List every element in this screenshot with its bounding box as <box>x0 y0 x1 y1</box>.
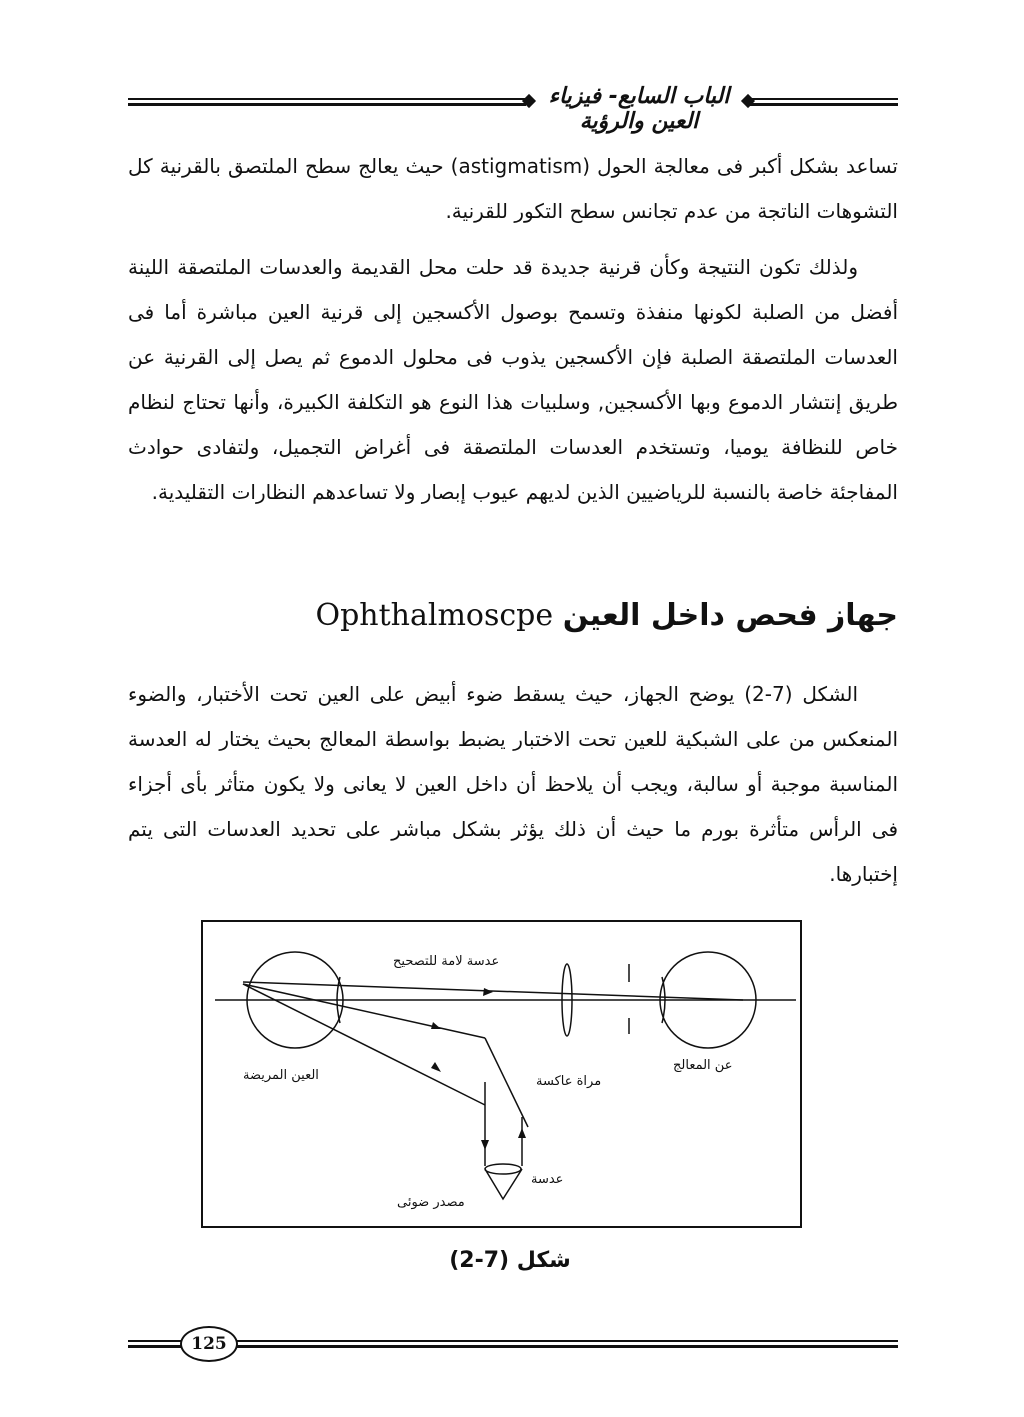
ophthalmoscope-diagram <box>201 920 802 1228</box>
header-rule <box>128 98 526 100</box>
section-title-arabic: جهاز فحص داخل العين <box>562 598 898 633</box>
arrow-head <box>431 1062 441 1072</box>
paragraph-1: تساعد بشكل أكبر فى معالجة الحول (astigmatism) حيث يعالج سطح الملتصق بالقرنية كل التشوهات الناتجة من عدم تجانس سطح التكور للقرنية. <box>128 154 898 223</box>
label-correction-lens: عدسة لامة للتصحيح <box>393 954 500 969</box>
arrow-head <box>481 1140 489 1150</box>
section-heading <box>128 598 898 633</box>
paragraph-3: الشكل (7-2) يوضح الجهاز، حيث يسقط ضوء أبيض على العين تحت الأختبار، والضوء المنعكس من على الشبكية للعين تحت الاختبار يضبط بواسطة المعالج بحيث يختار له العدسة المناسبة موجبة أو سالبة، ويجب أن يلاحظ أن داخل العين لا يعانى ولا يكون متأثر بأى أجزاء فى الرأس متأثرة بورم ما حيث أن ذلك يؤثر بشكل مباشر على تحديد العدسات التى يتم إختبارها. <box>128 682 898 886</box>
figure-caption: شكل (7-2) <box>449 1248 571 1273</box>
header-rule <box>128 103 526 106</box>
ray-lower <box>243 984 485 1105</box>
header-rule <box>748 98 898 100</box>
ray-upper <box>243 982 743 1000</box>
paragraph-2: ولذلك تكون النتيجة وكأن قرنية جديدة قد حلت محل القديمة والعدسات الملتصقة اللينة أفضل من الصلبة لكونها منفذة وتسمح بوصول الأكسجين إلى قرنية العين مباشرة أما فى العدسات الملتصقة الصلبة فإن الأكسجين يذوب فى محلول الدموع ثم يصل إلى القرنية عن طريق إنتشار الدموع وبها الأكسجين, وسلبيات هذا النوع هو التكلفة الكبيرة، وأنها تحتاج لنظام خاص للنظافة يوميا، وتستخدم العدسات الملتصقة فى أغراض التجميل، ولتفادى حوادث المفاجئة خاصة بالنسبة للرياضيين الذين لديهم عيوب إبصار ولا تساعدهم النظارات التقليدية. <box>128 255 898 504</box>
header-rule <box>748 103 898 106</box>
condenser-lens <box>485 1164 521 1174</box>
page-number: 125 <box>180 1326 238 1362</box>
label-mirror: مراة عاكسة <box>536 1074 602 1089</box>
label-examiner-eye: عن المعالج <box>673 1058 733 1073</box>
ray-middle <box>243 984 485 1038</box>
page-footer <box>128 1322 898 1366</box>
label-patient-eye: العين المريضة <box>243 1068 319 1083</box>
label-lens: عدسة <box>531 1172 564 1187</box>
footer-rule <box>128 1345 898 1348</box>
section-title-english: Ophthalmoscpe <box>315 598 554 633</box>
label-light-source: مصدر ضوئى <box>397 1195 465 1210</box>
page-header <box>128 80 898 134</box>
arrow-head <box>483 988 493 996</box>
arrow-head <box>431 1022 441 1029</box>
mirror-surface <box>485 1038 528 1127</box>
footer-rule <box>128 1340 898 1342</box>
chapter-title: الباب السابع- فيزياء العين والرؤية <box>548 84 730 134</box>
arrow-head <box>518 1128 526 1138</box>
